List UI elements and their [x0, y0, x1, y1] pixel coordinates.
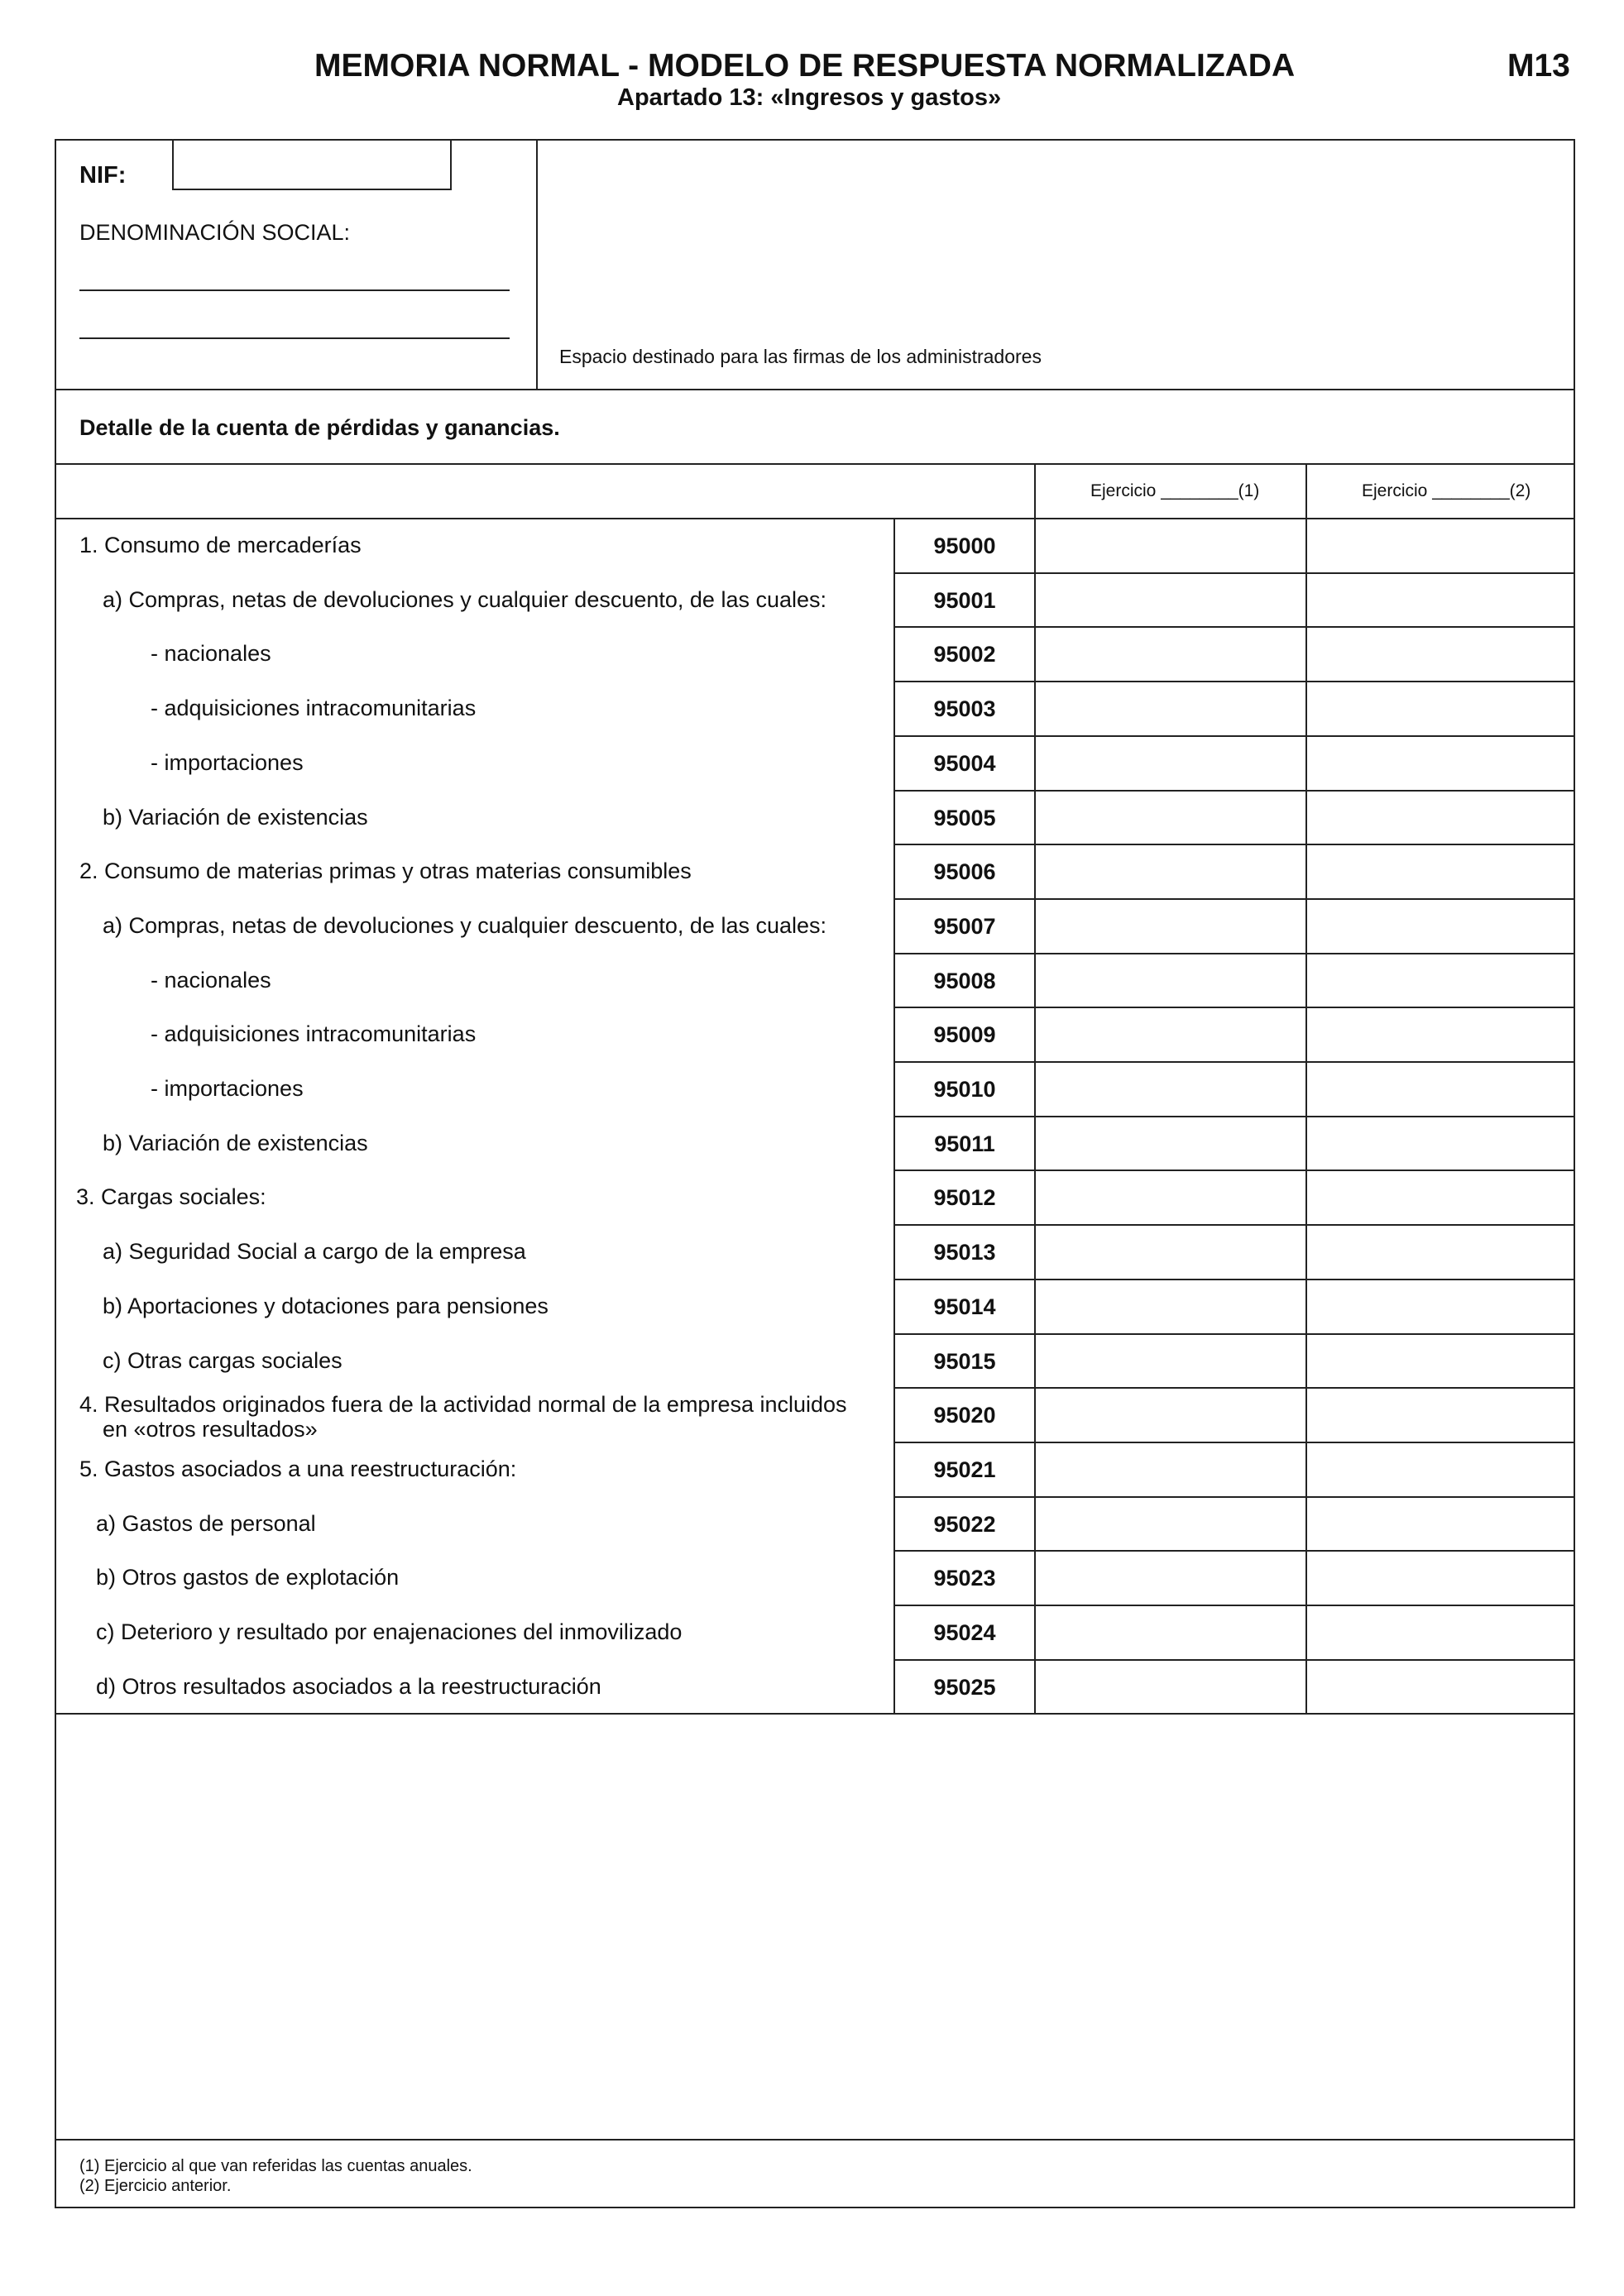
value-cell-ejercicio-2[interactable] [1307, 845, 1574, 897]
value-cell-ejercicio-1[interactable] [1036, 845, 1305, 897]
value-cell-ejercicio-2[interactable] [1307, 1171, 1574, 1222]
row-label: a) Compras, netas de devoluciones y cualquier descuento, de las cuales: [103, 586, 827, 612]
value-cell-ejercicio-2[interactable] [1307, 900, 1574, 951]
value-cell-ejercicio-1[interactable] [1036, 1606, 1305, 1657]
column-header-ejercicio-1: Ejercicio ________(1) [1090, 481, 1260, 500]
value-cell-ejercicio-2[interactable] [1307, 1063, 1574, 1114]
row-code: 95015 [933, 1348, 996, 1374]
column-divider [1034, 518, 1036, 1713]
row-code: 95009 [933, 1022, 996, 1048]
value-cell-ejercicio-2[interactable] [1307, 1498, 1574, 1549]
row-code: 95008 [933, 968, 996, 993]
value-cell-ejercicio-1[interactable] [1036, 1226, 1305, 1277]
footnote-2: (2) Ejercicio anterior. [79, 2177, 232, 2195]
value-cell-ejercicio-1[interactable] [1036, 900, 1305, 951]
row-code: 95013 [933, 1240, 996, 1265]
row-label: - adquisiciones intracomunitarias [151, 696, 477, 721]
row-label: b) Variación de existencias [103, 1130, 368, 1155]
row-label: b) Otros gastos de explotación [96, 1565, 400, 1590]
value-cell-ejercicio-2[interactable] [1307, 1226, 1574, 1277]
value-cell-ejercicio-1[interactable] [1036, 1335, 1305, 1386]
row-label: - nacionales [151, 967, 271, 993]
column-header-ejercicio-2: Ejercicio ________(2) [1362, 481, 1531, 500]
row-label: d) Otros resultados asociados a la reestructuración [96, 1673, 601, 1699]
row-code: 95002 [933, 642, 996, 667]
value-cell-ejercicio-2[interactable] [1307, 519, 1574, 571]
value-cell-ejercicio-2[interactable] [1307, 737, 1574, 788]
row-label: 1. Consumo de mercaderías [79, 533, 362, 557]
value-cell-ejercicio-1[interactable] [1036, 1389, 1305, 1440]
row-label: a) Compras, netas de devoluciones y cualquier descuento, de las cuales: [103, 912, 827, 938]
row-label: 5. Gastos asociados a una reestructuración: [79, 1456, 517, 1481]
page-subtitle: Apartado 13: «Ingresos y gastos» [617, 84, 1002, 111]
row-label: - importaciones [151, 1076, 304, 1101]
value-cell-ejercicio-1[interactable] [1036, 1063, 1305, 1114]
value-cell-ejercicio-2[interactable] [1307, 1443, 1574, 1495]
value-cell-ejercicio-1[interactable] [1036, 628, 1305, 679]
row-code: 95003 [933, 696, 996, 722]
value-cell-ejercicio-2[interactable] [1307, 574, 1574, 625]
denominacion-social-line-1[interactable] [79, 289, 510, 291]
value-cell-ejercicio-2[interactable] [1307, 1280, 1574, 1332]
divider [55, 463, 1575, 465]
row-code: 95005 [933, 805, 996, 830]
row-code: 95025 [933, 1674, 996, 1700]
row-label: c) Deterioro y resultado por enajenaciones del inmovilizado [96, 1619, 683, 1644]
row-code: 95014 [933, 1294, 996, 1319]
value-cell-ejercicio-1[interactable] [1036, 737, 1305, 788]
denominacion-social-label: DENOMINACIÓN SOCIAL: [79, 220, 351, 245]
value-cell-ejercicio-2[interactable] [1307, 1335, 1574, 1386]
table-bottom-line [55, 1713, 1575, 1715]
value-cell-ejercicio-1[interactable] [1036, 1171, 1305, 1222]
value-cell-ejercicio-1[interactable] [1036, 682, 1305, 734]
row-label: 3. Cargas sociales: [76, 1184, 266, 1210]
value-cell-ejercicio-2[interactable] [1307, 628, 1574, 679]
row-code: 95024 [933, 1620, 996, 1645]
row-code: 95010 [933, 1077, 996, 1102]
divider [55, 2139, 1575, 2141]
divider [55, 389, 1575, 390]
row-label: a) Seguridad Social a cargo de la empresa [103, 1239, 526, 1265]
value-cell-ejercicio-1[interactable] [1036, 1552, 1305, 1603]
column-divider [1034, 463, 1036, 518]
column-divider [893, 518, 895, 1713]
row-code: 95023 [933, 1566, 996, 1591]
row-label: - importaciones [151, 749, 304, 775]
row-code: 95000 [933, 533, 996, 558]
row-code: 95012 [933, 1185, 996, 1211]
nif-label: NIF: [79, 162, 127, 189]
section-title: Detalle de la cuenta de pérdidas y ganancias. [79, 415, 560, 440]
row-label: c) Otras cargas sociales [103, 1347, 343, 1373]
row-label: - adquisiciones intracomunitarias [151, 1021, 477, 1047]
value-cell-ejercicio-2[interactable] [1307, 1552, 1574, 1603]
row-code: 95021 [933, 1457, 996, 1482]
row-code: 95020 [933, 1403, 996, 1428]
firmas-space-label: Espacio destinado para las firmas de los administradores [559, 346, 1042, 367]
row-code: 95007 [933, 913, 996, 939]
row-label: - nacionales [151, 641, 271, 667]
row-code: 95004 [933, 750, 996, 776]
value-cell-ejercicio-1[interactable] [1036, 574, 1305, 625]
value-cell-ejercicio-1[interactable] [1036, 1443, 1305, 1495]
form-code: M13 [1507, 48, 1570, 84]
row-label: a) Gastos de personal [96, 1510, 316, 1536]
row-code: 95011 [934, 1131, 995, 1156]
value-cell-ejercicio-2[interactable] [1307, 954, 1574, 1006]
row-label: b) Variación de existencias [103, 804, 368, 830]
value-cell-ejercicio-2[interactable] [1307, 1117, 1574, 1169]
value-cell-ejercicio-2[interactable] [1307, 682, 1574, 734]
value-cell-ejercicio-2[interactable] [1307, 1389, 1574, 1440]
value-cell-ejercicio-2[interactable] [1307, 792, 1574, 843]
value-cell-ejercicio-2[interactable] [1307, 1661, 1574, 1712]
value-cell-ejercicio-1[interactable] [1036, 954, 1305, 1006]
page-title: MEMORIA NORMAL - MODELO DE RESPUESTA NORMALIZADA [314, 48, 1296, 84]
footnote-1: (1) Ejercicio al que van referidas las cuentas anuales. [79, 2157, 472, 2175]
value-cell-ejercicio-1[interactable] [1036, 792, 1305, 843]
row-label: 4. Resultados originados fuera de la actividad normal de la empresa incluidos [79, 1392, 847, 1418]
value-cell-ejercicio-1[interactable] [1036, 519, 1305, 571]
value-cell-ejercicio-1[interactable] [1036, 1008, 1305, 1060]
row-code: 95006 [933, 859, 996, 885]
value-cell-ejercicio-2[interactable] [1307, 1008, 1574, 1060]
value-cell-ejercicio-1[interactable] [1036, 1280, 1305, 1332]
value-cell-ejercicio-1[interactable] [1036, 1117, 1305, 1169]
row-code: 95001 [933, 587, 996, 613]
row-label-continuation: en «otros resultados» [103, 1417, 318, 1442]
denominacion-social-line-2[interactable] [79, 337, 510, 339]
row-code: 95022 [933, 1511, 996, 1537]
row-label: b) Aportaciones y dotaciones para pensiones [103, 1293, 549, 1318]
value-cell-ejercicio-1[interactable] [1036, 1498, 1305, 1549]
value-cell-ejercicio-2[interactable] [1307, 1606, 1574, 1657]
value-cell-ejercicio-1[interactable] [1036, 1661, 1305, 1712]
column-divider [1305, 463, 1307, 518]
column-divider [1305, 518, 1307, 1713]
identification-divider [536, 139, 538, 389]
nif-field[interactable] [172, 139, 452, 190]
row-label: 2. Consumo de materias primas y otras materias consumibles [79, 859, 692, 884]
